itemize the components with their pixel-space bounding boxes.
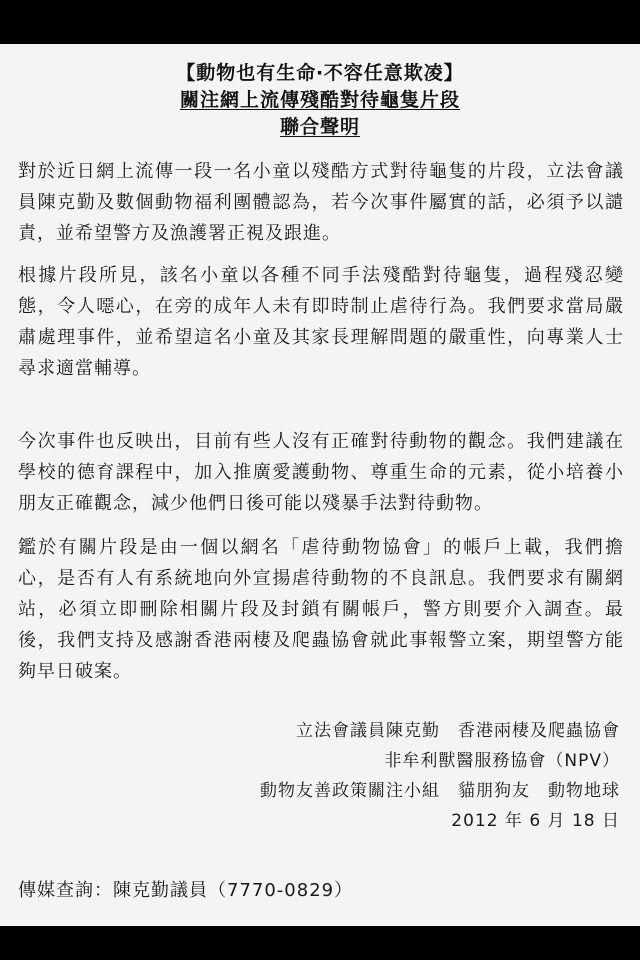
statement-document <box>0 44 640 926</box>
signatories-block <box>60 716 620 836</box>
paragraph-1: 對於近日網上流傳一段一名小童以殘酷方式對待龜隻的片段，立法會議員陳克勤及數個動物福利團體認為，若今次事件屬實的話，必須予以譴責，並希望警方及漁護署正視及跟進。 <box>18 161 624 244</box>
title-block <box>0 60 640 141</box>
media-enquiry: 傳媒查詢：陳克勤議員（7770-0829） <box>18 880 354 901</box>
signatory-line-1: 立法會議員陳克勤 香港兩棲及爬蟲協會 <box>296 721 620 741</box>
paragraph-4: 鑑於有關片段是由一個以網名「虐待動物協會」的帳戶上載，我們擔心，是否有人有系統地向外宣揚虐待動物的不良訊息。我們要求有關網站，必須立即刪除相關片段及封鎖有關帳戶，警方則要介入調查。最後，我們支持及感謝香港兩棲及爬蟲協會就此事報警立案，期望警方能夠早日破案。 <box>18 537 624 682</box>
document-title: 【動物也有生命‧不容任意欺凌】 <box>176 62 464 84</box>
joint-statement-heading: 聯合聲明 <box>279 116 360 138</box>
paragraph-2: 根據片段所見，該名小童以各種不同手法殘酷對待龜隻，過程殘忍變態，令人噁心，在旁的成年人未有即時制止虐待行為。我們要求當局嚴肅處理事件，並希望這名小童及其家長理解問題的嚴重性，向專業人士尋求適當輔導。 <box>18 265 624 379</box>
signatory-line-2: 非牟利獸醫服務協會（NPV） <box>384 751 620 771</box>
bottom-black-bar <box>0 926 640 960</box>
document-subtitle: 關注網上流傳殘酷對待龜隻片段 <box>179 89 460 111</box>
top-black-bar <box>0 0 640 44</box>
statement-date: 2012 年 6 月 18 日 <box>451 811 620 831</box>
paragraph-3: 今次事件也反映出，目前有些人沒有正確對待動物的觀念。我們建議在學校的德育課程中，加入推廣愛護動物、尊重生命的元素，從小培養小朋友正確觀念，減少他們日後可能以殘暴手法對待動物。 <box>18 431 624 514</box>
signatory-line-3: 動物友善政策關注小組 貓朋狗友 動物地球 <box>260 781 620 801</box>
